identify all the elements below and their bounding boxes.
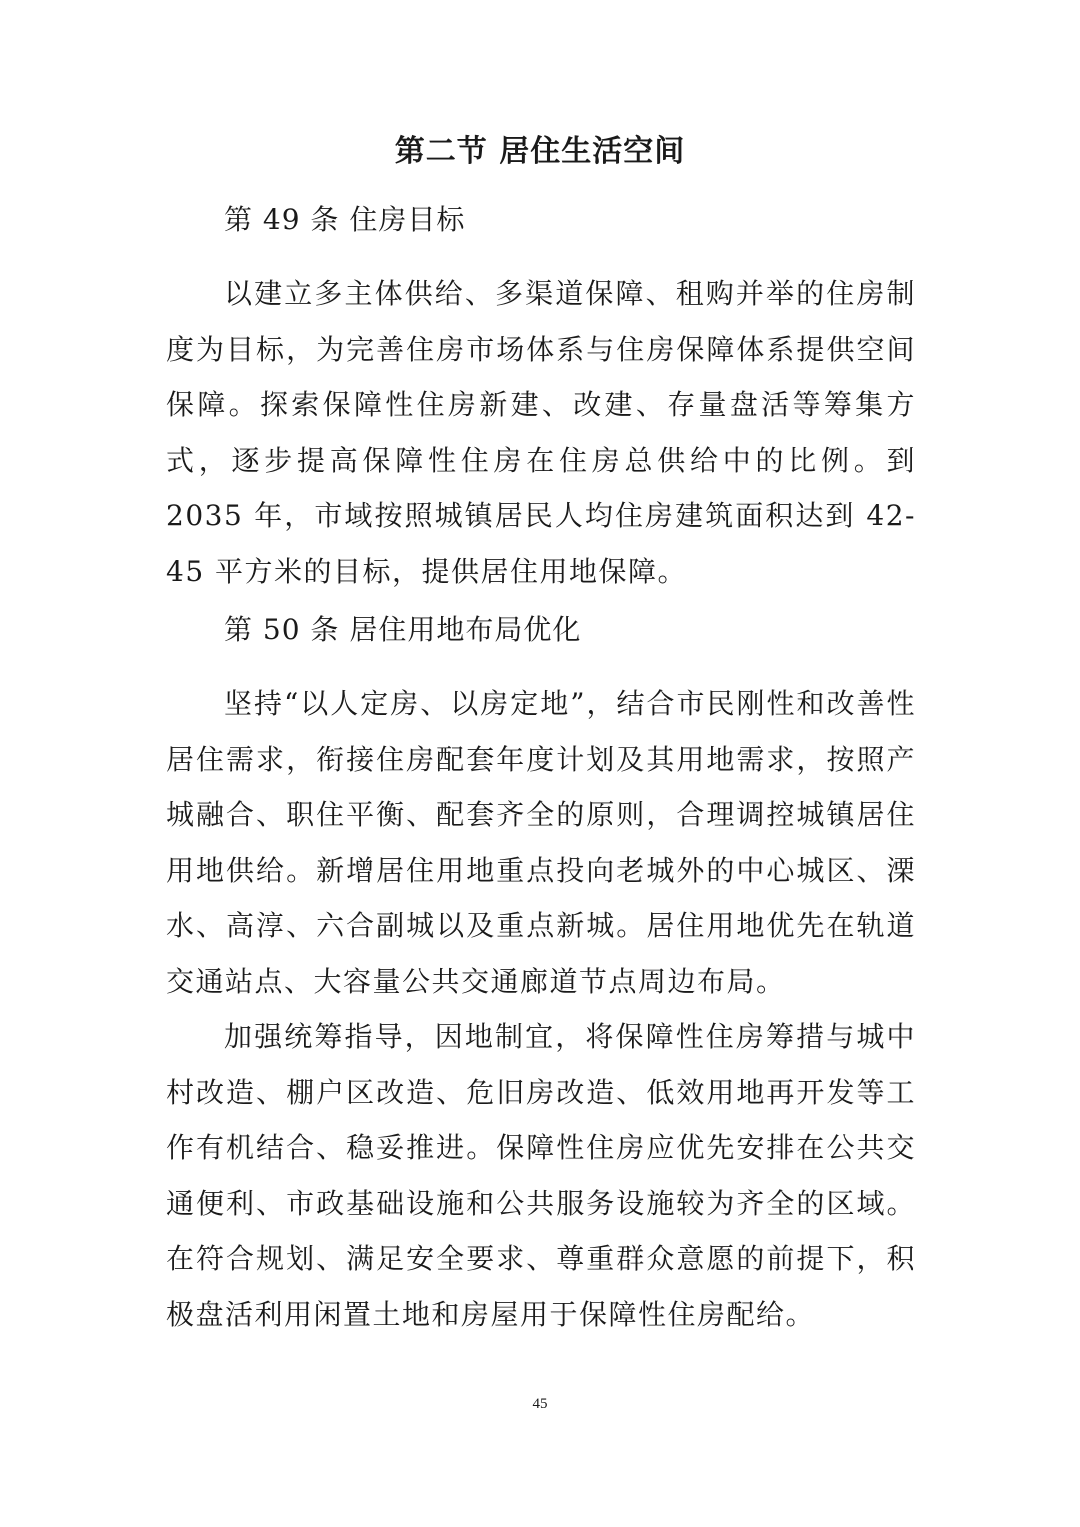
section-title: 第二节 居住生活空间: [394, 134, 686, 169]
article-50-paragraph-1: 坚持“以人定房、以房定地”，结合市民刚性和改善性居住需求，衔接住房配套年度计划及其用地需求，按照产城融合、职住平衡、配套齐全的原则，合理调控城镇居住用地供给。新增居住用地重点投向老城外的中心城区、溧水、高淳、六合副城以及重点新城。居住用地优先在轨道交通站点、大容量公共交通廊道节点周边布局。: [166, 687, 916, 998]
article-49-heading: 第 49 条 住房目标: [224, 203, 466, 236]
article-49-paragraph: 以建立多主体供给、多渠道保障、租购并举的住房制度为目标，为完善住房市场体系与住房保障体系提供空间保障。探索保障性住房新建、改建、存量盘活等筹集方式，逐步提高保障性住房在住房总供给中的比例。到 2035 年，市域按照城镇居民人均住房建筑面积达到 42-45 平方米的目标，提供居住用地保障。: [166, 277, 916, 588]
article-50-paragraph-2: 加强统筹指导，因地制宜，将保障性住房筹措与城中村改造、棚户区改造、危旧房改造、低效用地再开发等工作有机结合、稳妥推进。保障性住房应优先安排在公共交通便利、市政基础设施和公共服务设施较为齐全的区域。在符合规划、满足安全要求、尊重群众意愿的前提下，积极盘活利用闲置土地和房屋用于保障性住房配给。: [166, 1020, 916, 1331]
article-50-heading: 第 50 条 居住用地布局优化: [224, 613, 582, 646]
page-number: 45: [532, 1396, 548, 1412]
